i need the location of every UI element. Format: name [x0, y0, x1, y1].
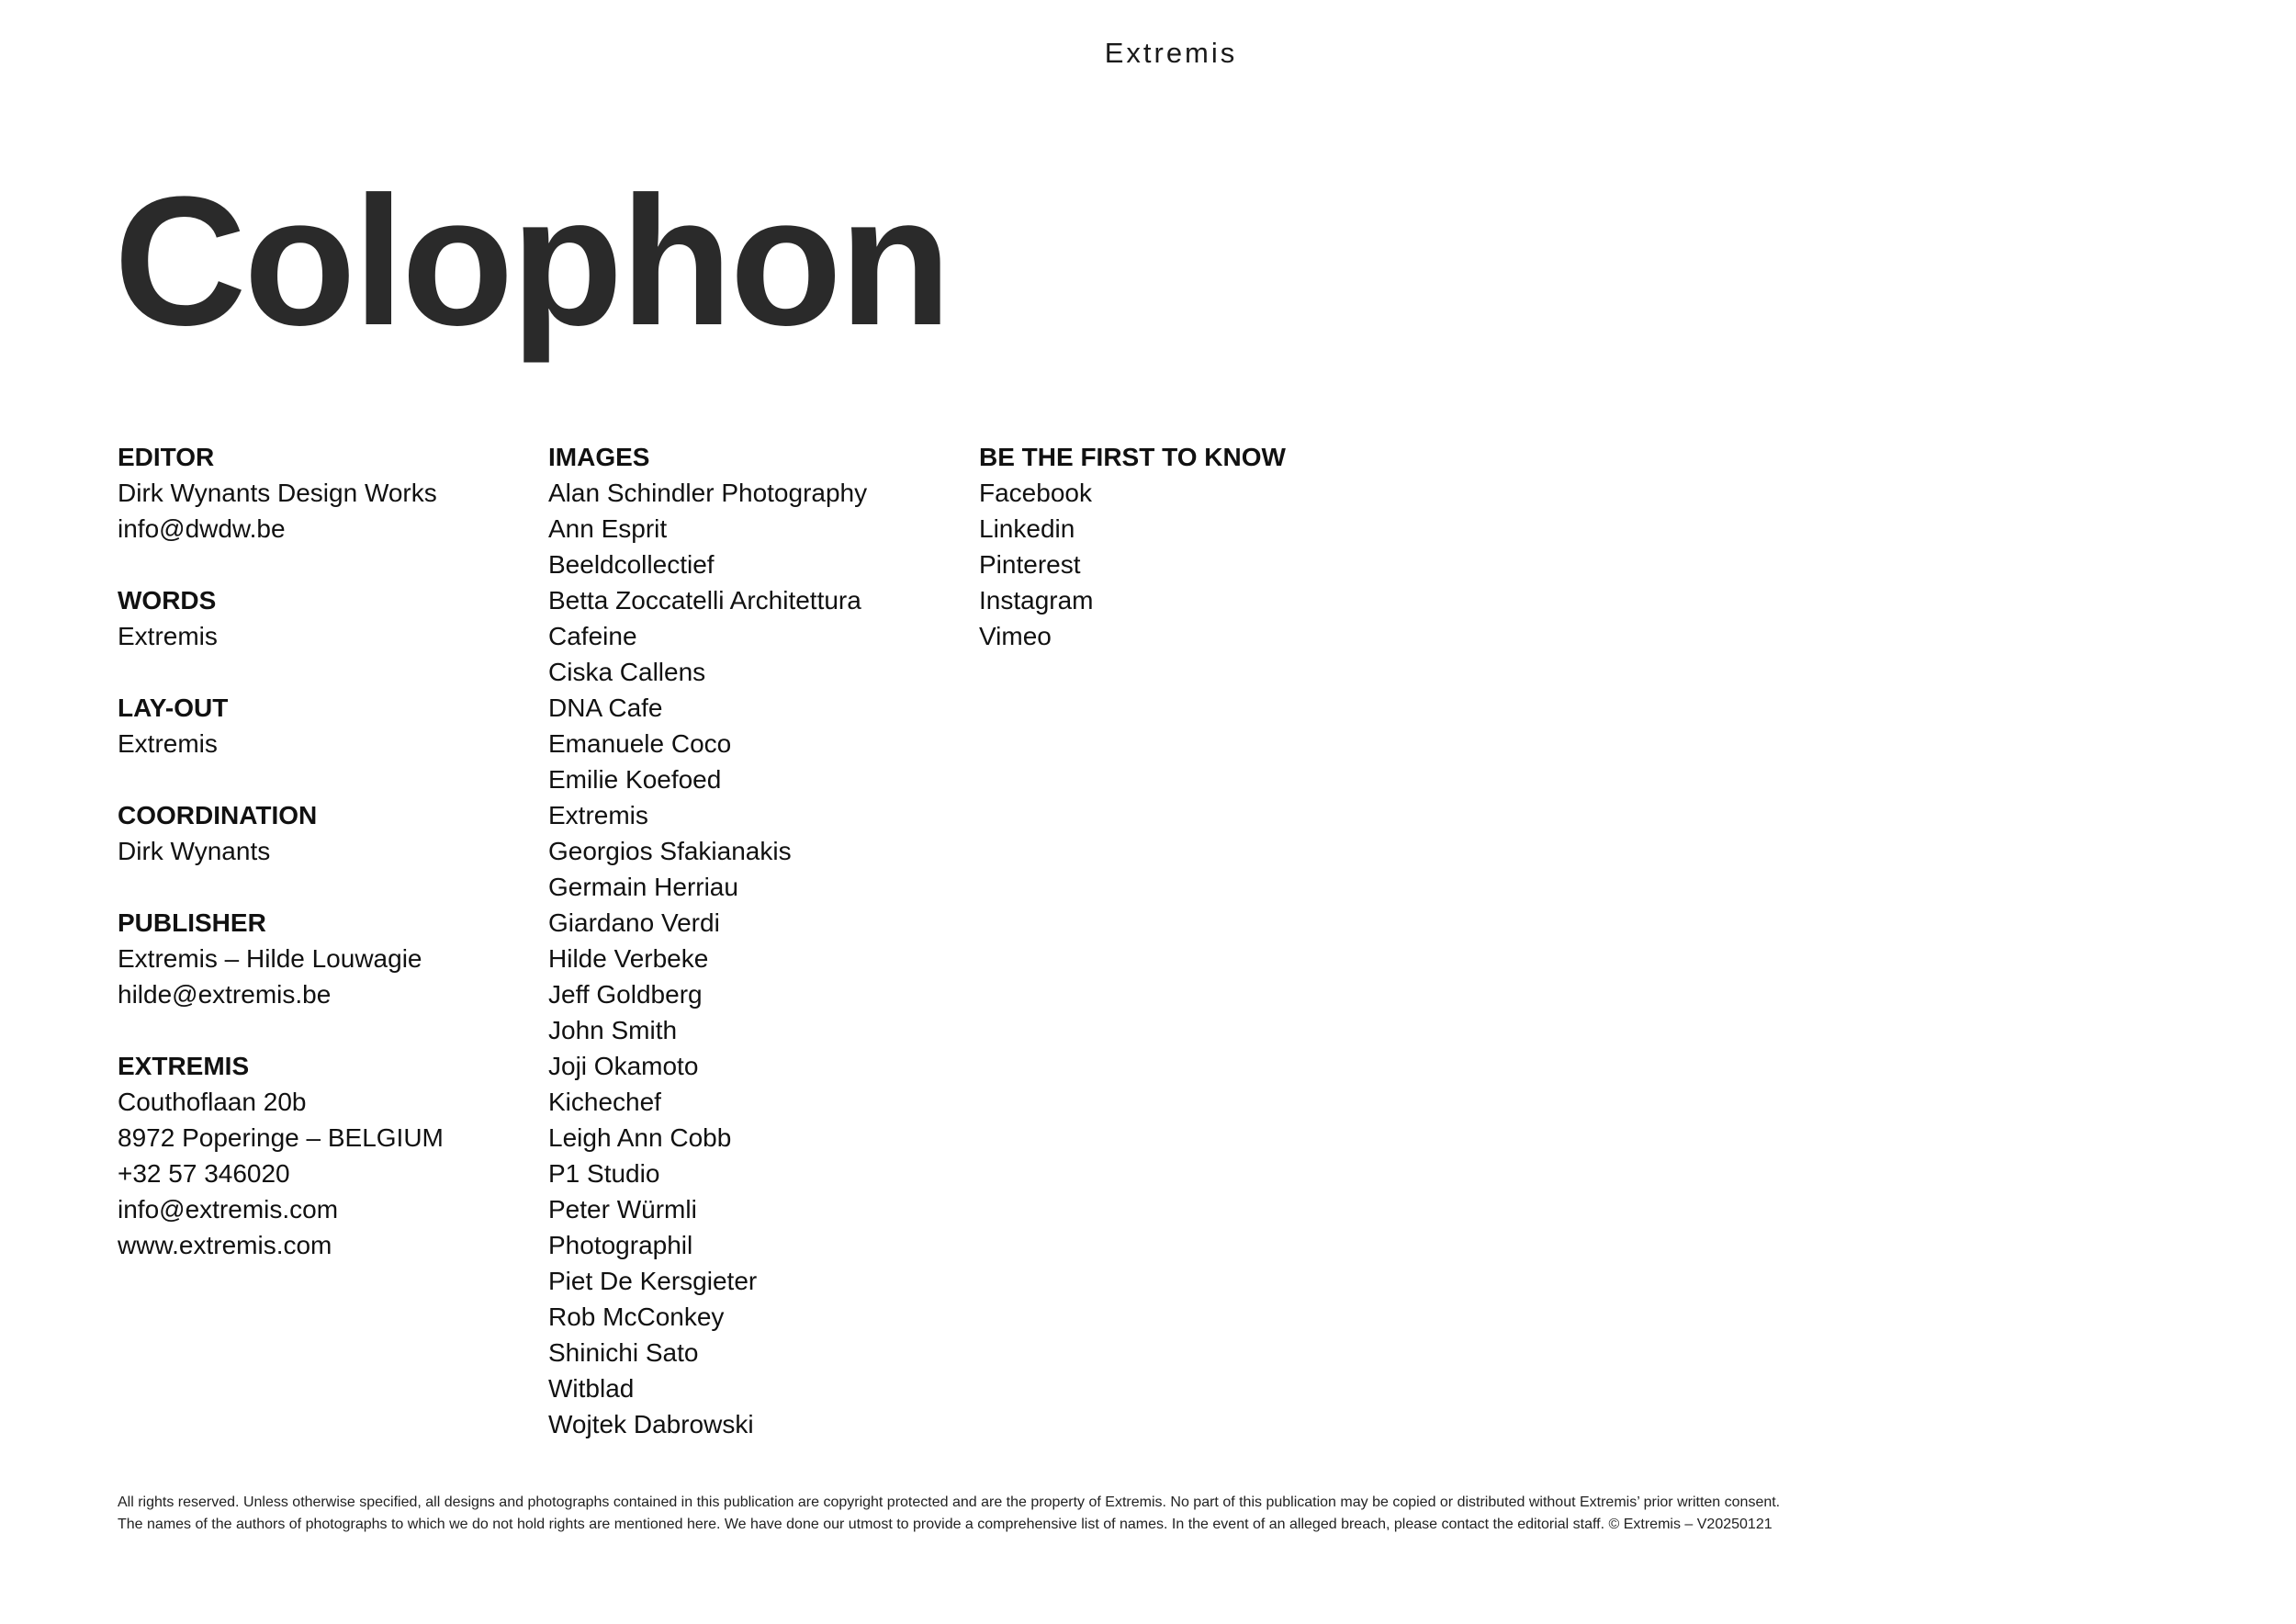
coordination-section — [118, 797, 540, 869]
image-credit: Extremis — [548, 801, 648, 829]
section-heading: PUBLISHER — [118, 908, 266, 937]
editor-name: Dirk Wynants Design Works — [118, 479, 437, 507]
credits-column — [118, 439, 540, 1299]
image-credit: Shinichi Sato — [548, 1338, 699, 1367]
image-credit: Emanuele Coco — [548, 729, 732, 758]
image-credit: DNA Cafe — [548, 694, 663, 722]
copyright-footer — [118, 1492, 2230, 1536]
section-heading: EXTREMIS — [118, 1052, 250, 1080]
address-street: Couthoflaan 20b — [118, 1088, 307, 1116]
publisher-section — [118, 905, 540, 1012]
section-heading: COORDINATION — [118, 801, 318, 829]
address-website[interactable]: www.extremis.com — [118, 1231, 332, 1259]
copyright-line: All rights reserved. Unless otherwise specified, all designs and photographs contained in this publication are copyright protected and are the property of Extremis. No part of this publication may be copied or distributed without Extremis’ prior written consent. — [118, 1494, 1781, 1510]
social-link-vimeo[interactable]: Vimeo — [979, 622, 1052, 650]
image-credit: Georgios Sfakianakis — [548, 837, 792, 865]
coordination-credit: Dirk Wynants — [118, 837, 271, 865]
image-credit: P1 Studio — [548, 1159, 660, 1188]
image-credit: Alan Schindler Photography — [548, 479, 868, 507]
address-phone[interactable]: +32 57 346020 — [118, 1159, 290, 1188]
social-link-instagram[interactable]: Instagram — [979, 586, 1094, 615]
image-credit: Germain Herriau — [548, 873, 738, 901]
image-credit: Kichechef — [548, 1088, 661, 1116]
address-city: 8972 Poperinge – BELGIUM — [118, 1123, 444, 1152]
extremis-address-section — [118, 1048, 540, 1263]
image-credit: Beeldcollectief — [548, 550, 715, 579]
image-credit: Joji Okamoto — [548, 1052, 699, 1080]
header-brand: Extremis — [1104, 37, 1238, 69]
address-email[interactable]: info@extremis.com — [118, 1195, 339, 1224]
editor-section — [118, 439, 540, 547]
image-credit: Photographil — [548, 1231, 693, 1259]
image-credit: Ciska Callens — [548, 658, 706, 686]
image-credit: Peter Würmli — [548, 1195, 697, 1224]
image-credit: Ann Esprit — [548, 514, 668, 543]
copyright-line: The names of the authors of photographs to which we do not hold rights are mentioned here. We have done our utmost to provide a comprehensive list of names. In the event of an alleged breach, please contact the editorial staff. © Extremis – V20250121 — [118, 1517, 1773, 1532]
section-heading: IMAGES — [548, 443, 650, 471]
image-credit: Piet De Kersgieter — [548, 1267, 758, 1295]
publisher-name: Extremis – Hilde Louwagie — [118, 944, 422, 973]
image-credit: Cafeine — [548, 622, 637, 650]
image-credit: Rob McConkey — [548, 1303, 725, 1331]
image-credit: Betta Zoccatelli Architettura — [548, 586, 861, 615]
editor-email[interactable]: info@dwdw.be — [118, 514, 286, 543]
social-column — [979, 439, 1401, 654]
words-credit: Extremis — [118, 622, 218, 650]
section-heading: BE THE FIRST TO KNOW — [979, 443, 1286, 471]
image-credit: Emilie Koefoed — [548, 765, 722, 794]
social-link-pinterest[interactable]: Pinterest — [979, 550, 1081, 579]
social-link-facebook[interactable]: Facebook — [979, 479, 1092, 507]
images-column — [548, 439, 971, 1442]
publisher-email[interactable]: hilde@extremis.be — [118, 980, 332, 1009]
social-link-linkedin[interactable]: Linkedin — [979, 514, 1075, 543]
image-credit: Witblad — [548, 1374, 635, 1403]
words-section — [118, 582, 540, 654]
image-credit: Jeff Goldberg — [548, 980, 703, 1009]
section-heading: WORDS — [118, 586, 217, 615]
layout-section — [118, 690, 540, 761]
image-credit: Giardano Verdi — [548, 908, 720, 937]
image-credit: Leigh Ann Cobb — [548, 1123, 732, 1152]
page-title: Colophon — [114, 159, 950, 364]
image-credit: Wojtek Dabrowski — [548, 1410, 754, 1438]
section-heading: EDITOR — [118, 443, 215, 471]
layout-credit: Extremis — [118, 729, 218, 758]
image-credit: Hilde Verbeke — [548, 944, 709, 973]
image-credit: John Smith — [548, 1016, 678, 1044]
section-heading: LAY-OUT — [118, 694, 229, 722]
